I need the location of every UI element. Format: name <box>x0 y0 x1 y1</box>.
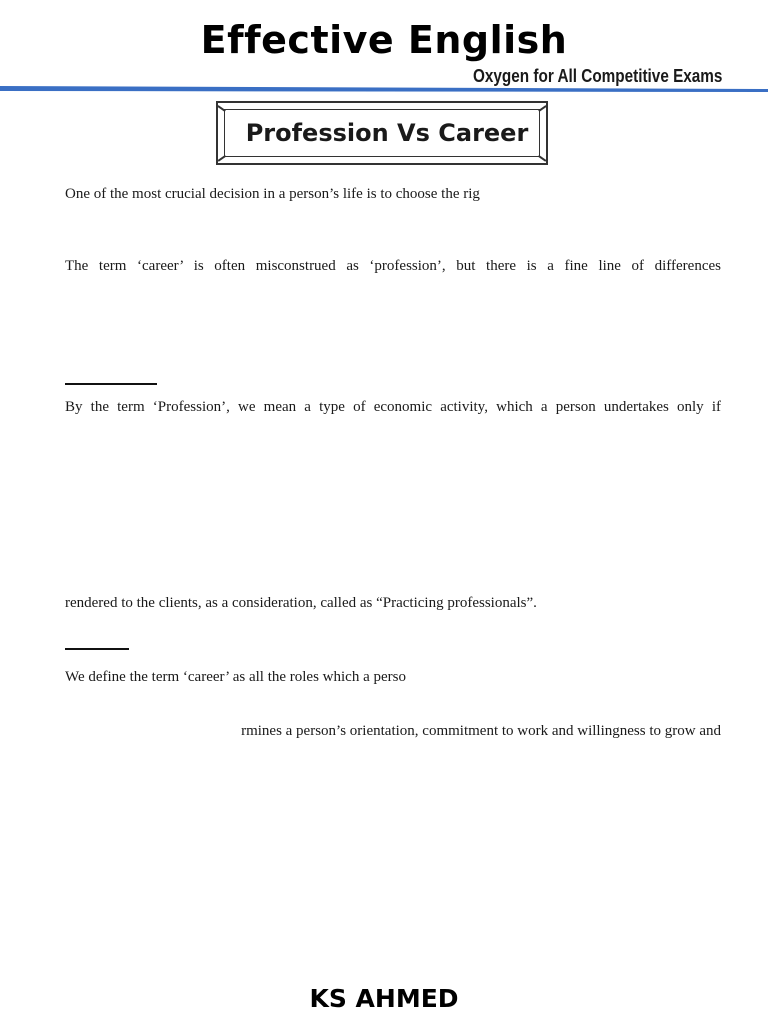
heading-frame <box>216 101 548 165</box>
paragraph-intro: One of the most crucial decision in a person’s life is to choose the rig <box>65 186 480 202</box>
paragraph-career-orientation: rmines a person’s orientation, commitment to work and willingness to grow and <box>241 723 721 739</box>
page-header-tagline: Oxygen for All Competitive Exams <box>472 66 722 86</box>
paragraph-career-vs-profession: The term ‘career’ is often misconstrued as ‘profession’, but there is a fine line of differences <box>65 258 721 274</box>
footer-author: KS AHMED <box>309 984 459 1013</box>
section-underline-career <box>65 648 129 650</box>
paragraph-practicing-professionals: rendered to the clients, as a consideration, called as “Practicing professionals”. <box>65 595 537 611</box>
section-underline-profession <box>65 383 157 385</box>
header-rule <box>0 86 768 92</box>
paragraph-career-definition: We define the term ‘career’ as all the roles which a perso <box>65 669 406 685</box>
document-heading: Profession Vs Career <box>245 119 529 147</box>
paragraph-profession-definition: By the term ‘Profession’, we mean a type of economic activity, which a person undertakes only if <box>65 399 721 415</box>
page-header-title: Effective English <box>200 18 568 62</box>
